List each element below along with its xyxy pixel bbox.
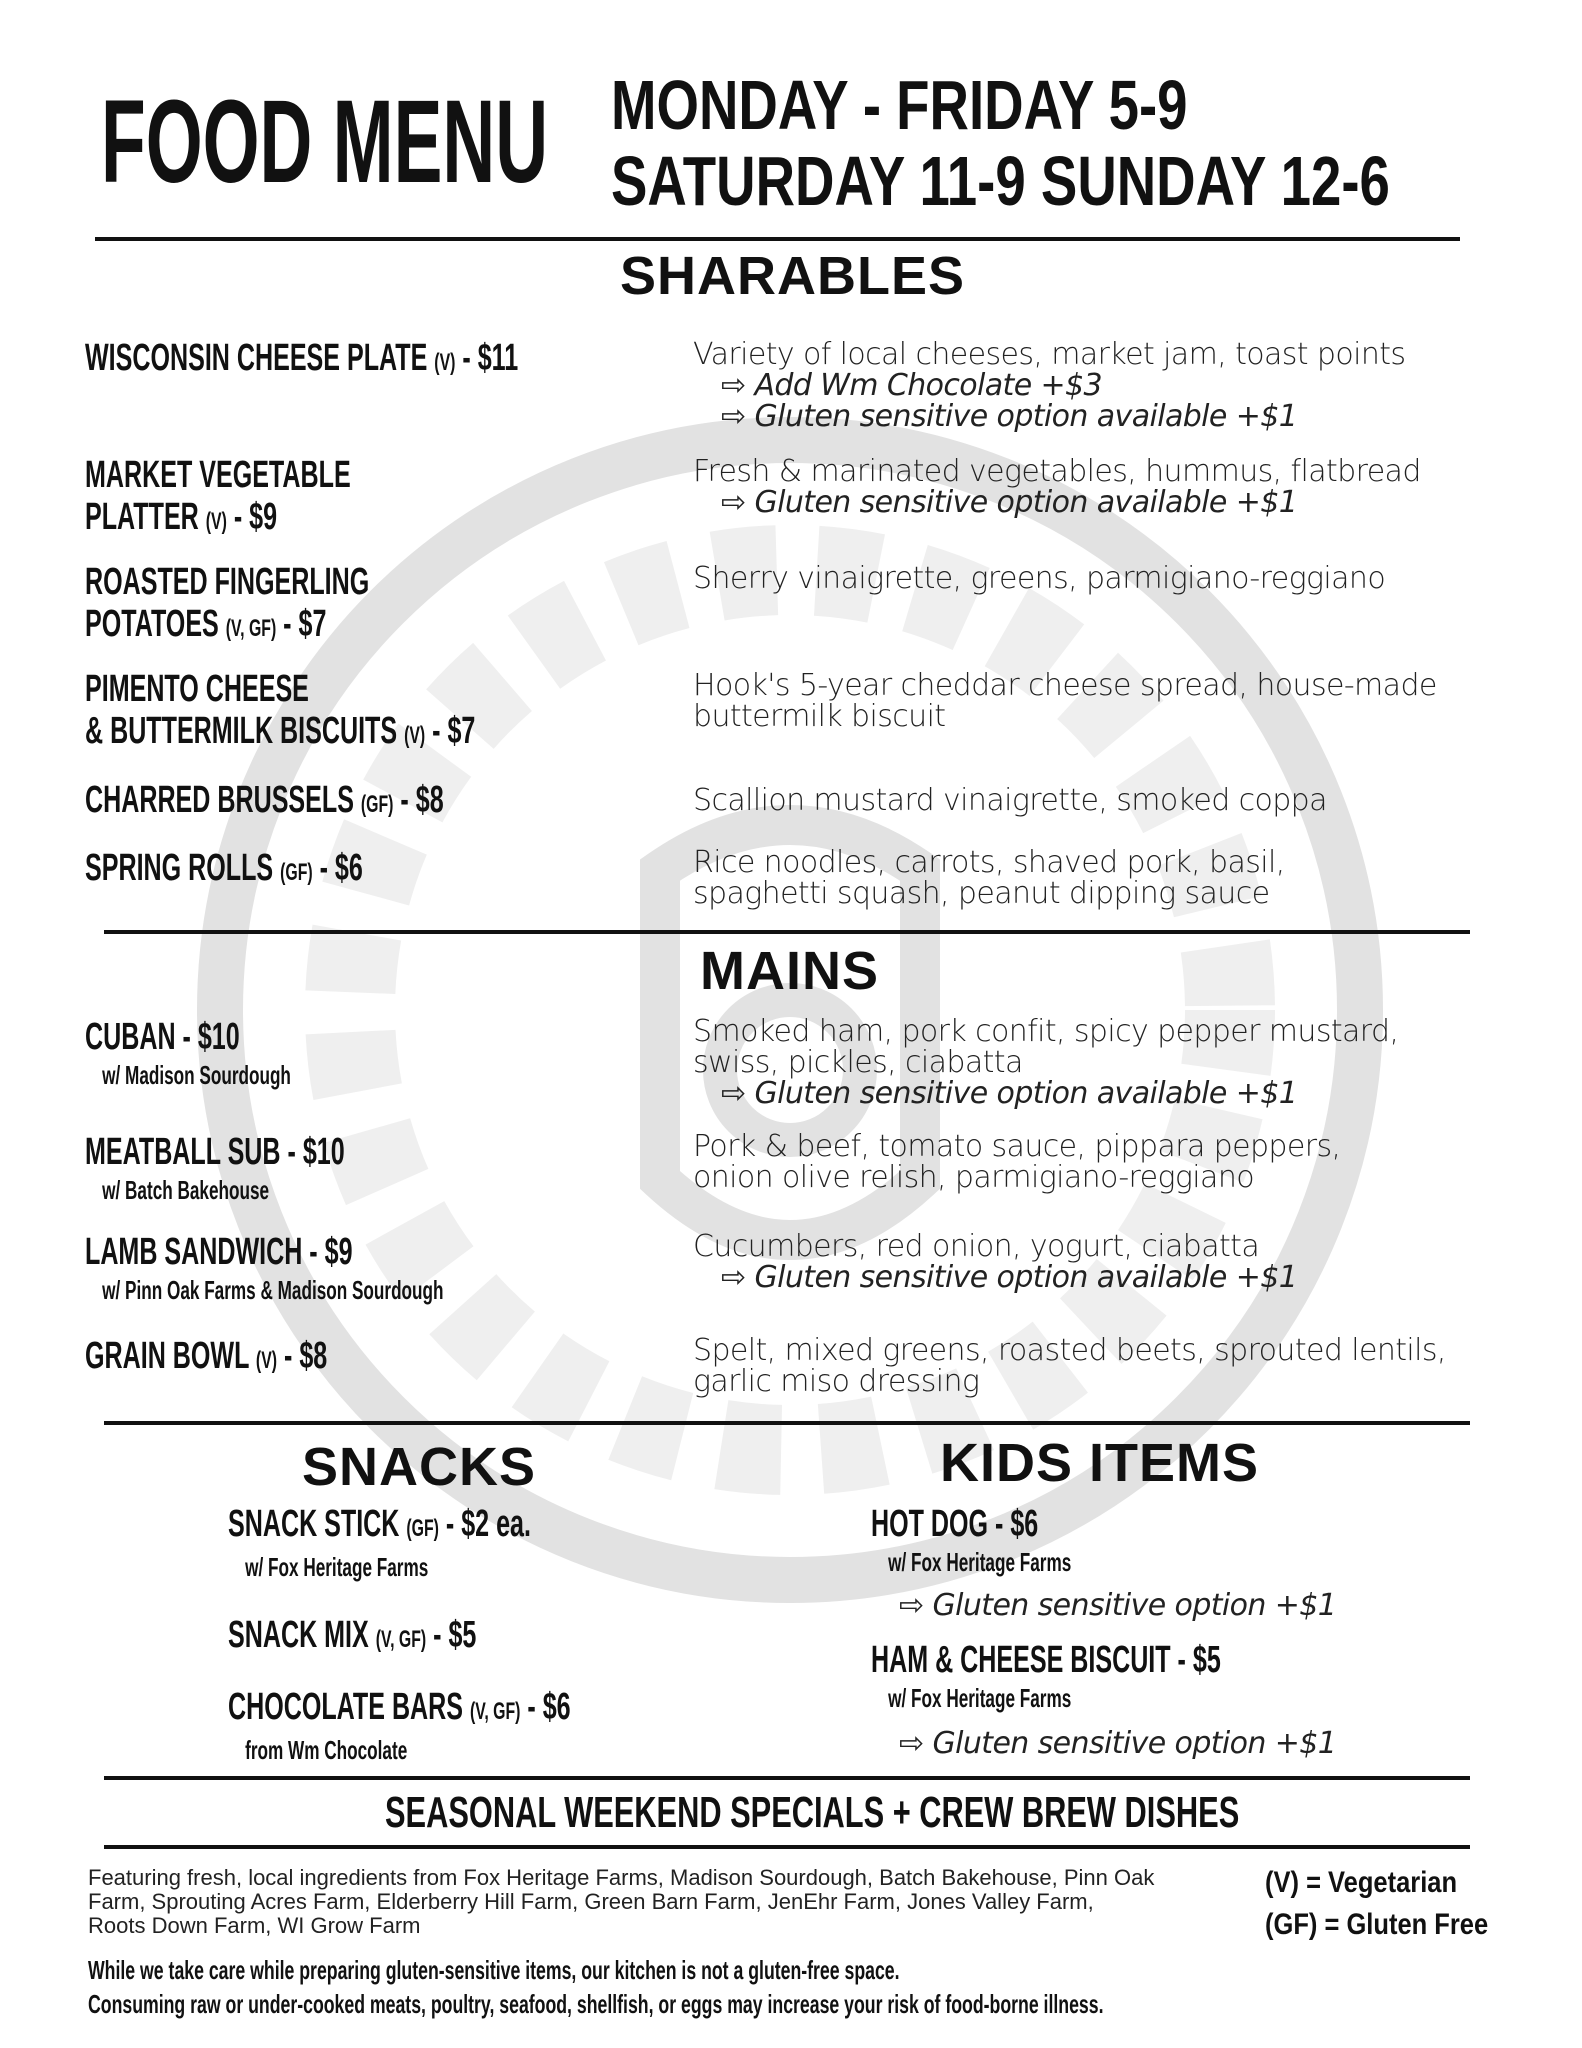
- divider: [104, 1776, 1470, 1780]
- food-safety-disclaimer: Consuming raw or under-cooked meats, poultry, seafood, shellfish, or eggs may increase your risk of food-borne illness.: [88, 1989, 1104, 2019]
- menu-item: PIMENTO CHEESE & BUTTERMILK BISCUITS (V) - $7: [85, 668, 476, 752]
- item-description: Hook's 5-year cheddar cheese spread, house-made buttermilk biscuit: [693, 668, 1437, 734]
- divider: [104, 1421, 1470, 1425]
- item-description: Variety of local cheeses, market jam, toast points ⇨ Add Wm Chocolate +$3 ⇨ Gluten sensitive option available +$1: [693, 339, 1405, 432]
- legend-vegetarian: (V) = Vegetarian: [1265, 1866, 1458, 1899]
- menu-item: ROASTED FINGERLING POTATOES (V, GF) - $7: [85, 561, 370, 645]
- menu-item: SNACK STICK (GF) - $2 ea. w/ Fox Heritage Farms: [228, 1503, 531, 1582]
- menu-item: MARKET VEGETABLE PLATTER (V) - $9: [85, 454, 351, 538]
- section-heading-mains: MAINS: [700, 941, 879, 1001]
- menu-item: LAMB SANDWICH - $9 w/ Pinn Oak Farms & Madison Sourdough: [85, 1231, 444, 1305]
- sourcing-note: Featuring fresh, local ingredients from Fox Heritage Farms, Madison Sourdough, Batch Bakehouse, Pinn Oak Farm, Sprouting Acres Farm, Elderberry Hill Farm, Green Barn Farm, JenEhr Farm, Jones Valley Farm, Roots Down Farm, WI Grow Farm: [88, 1865, 1155, 1938]
- menu-item: CHARRED BRUSSELS (GF) - $8: [85, 779, 444, 821]
- section-heading-kids: KIDS ITEMS: [940, 1433, 1260, 1493]
- gluten-disclaimer: While we take care while preparing gluten-sensitive items, our kitchen is not a gluten-free space.: [88, 1955, 900, 1985]
- menu-title: FOOD MENU: [101, 76, 549, 208]
- menu-item: GRAIN BOWL (V) - $8: [85, 1335, 328, 1377]
- divider: [104, 930, 1470, 934]
- item-option: ⇨ Gluten sensitive option +$1: [871, 1590, 1336, 1621]
- hours-weekend: SATURDAY 11-9 SUNDAY 12-6: [611, 142, 1390, 220]
- item-description: Fresh & marinated vegetables, hummus, flatbread ⇨ Gluten sensitive option available +$1: [693, 456, 1421, 518]
- menu-item: MEATBALL SUB - $10 w/ Batch Bakehouse: [85, 1131, 345, 1205]
- item-description: Spelt, mixed greens, roasted beets, sprouted lentils, garlic miso dressing: [693, 1333, 1446, 1399]
- menu-item: HAM & CHEESE BISCUIT - $5 w/ Fox Heritage Farms: [871, 1639, 1221, 1713]
- item-description: Sherry vinaigrette, greens, parmigiano-reggiano: [693, 561, 1386, 596]
- section-heading-snacks: SNACKS: [302, 1437, 537, 1497]
- item-description: Pork & beef, tomato sauce, pippara peppers, onion olive relish, parmigiano-reggiano: [693, 1129, 1341, 1195]
- menu-item: WISCONSIN CHEESE PLATE (V) - $11: [85, 337, 519, 379]
- specials-banner: SEASONAL WEEKEND SPECIALS + CREW BREW DISHES: [385, 1788, 1240, 1837]
- menu-item: HOT DOG - $6 w/ Fox Heritage Farms: [871, 1503, 1072, 1577]
- legend-gluten-free: (GF) = Gluten Free: [1265, 1908, 1489, 1941]
- menu-item: CHOCOLATE BARS (V, GF) - $6 from Wm Chocolate: [228, 1686, 571, 1765]
- menu-item: CUBAN - $10 w/ Madison Sourdough: [85, 1016, 291, 1090]
- item-description: Scallion mustard vinaigrette, smoked coppa: [693, 783, 1327, 818]
- item-description: Smoked ham, pork confit, spicy pepper mustard, swiss, pickles, ciabatta ⇨ Gluten sensitive option available +$1: [693, 1016, 1398, 1109]
- divider: [95, 237, 1460, 241]
- menu-item: SPRING ROLLS (GF) - $6: [85, 847, 363, 889]
- divider: [104, 1845, 1470, 1849]
- item-description: Rice noodles, carrots, shaved pork, basil, spaghetti squash, peanut dipping sauce: [693, 845, 1285, 911]
- hours-weekdays: MONDAY - FRIDAY 5-9: [611, 66, 1188, 144]
- section-heading-sharables: SHARABLES: [620, 246, 966, 306]
- item-description: Cucumbers, red onion, yogurt, ciabatta ⇨ Gluten sensitive option available +$1: [693, 1231, 1297, 1293]
- menu-item: SNACK MIX (V, GF) - $5: [228, 1614, 477, 1656]
- item-option: ⇨ Gluten sensitive option +$1: [871, 1728, 1336, 1759]
